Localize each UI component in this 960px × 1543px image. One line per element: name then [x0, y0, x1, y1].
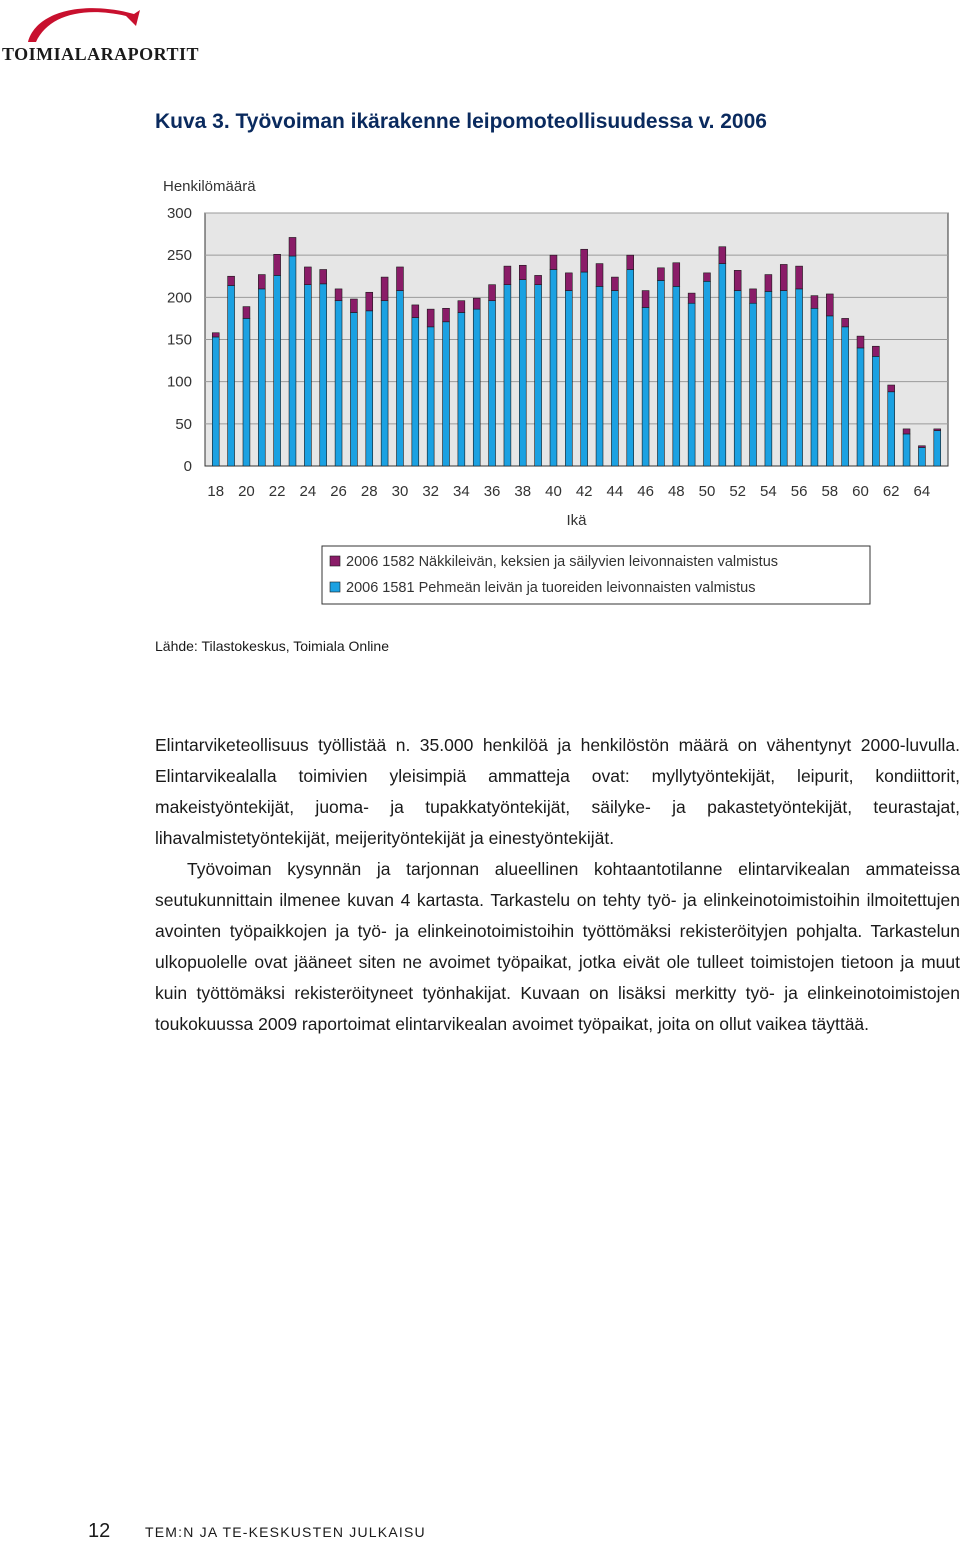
x-tick-label: 34 [453, 483, 470, 500]
bar-segment-1581 [335, 301, 342, 466]
bar-segment-1582 [734, 270, 741, 290]
x-tick-label: 48 [667, 483, 685, 500]
bar-segment-1581 [918, 447, 925, 466]
bar-segment-1582 [611, 277, 618, 290]
bar-segment-1582 [918, 446, 925, 448]
bar-segment-1581 [688, 303, 695, 466]
bar-segment-1581 [504, 285, 511, 466]
bar-segment-1582 [750, 289, 757, 303]
bar-segment-1581 [765, 291, 772, 466]
y-tick-label: 0 [183, 458, 192, 475]
bar-segment-1581 [627, 270, 634, 466]
bar-segment-1582 [258, 275, 265, 289]
bar-segment-1581 [811, 308, 818, 466]
bar-segment-1582 [688, 293, 695, 303]
bar-segment-1582 [565, 273, 572, 291]
publication-name: TEM:N JA TE-KESKUSTEN JULKAISU [145, 1524, 426, 1540]
legend-label: 2006 1582 Näkkileivän, keksien ja säilyvien leivonnaisten valmistus [346, 554, 779, 570]
bar-segment-1581 [258, 289, 265, 466]
figure-title: Kuva 3. Työvoiman ikärakenne leipomoteollisuudessa v. 2006 [155, 110, 767, 133]
bar-segment-1582 [504, 266, 511, 285]
source-note: Lähde: Tilastokeskus, Toimiala Online [155, 638, 389, 654]
bar-segment-1582 [473, 298, 480, 309]
bar-segment-1582 [535, 275, 542, 284]
bar-segment-1581 [350, 313, 357, 466]
x-tick-label: 32 [422, 483, 440, 500]
bar-segment-1581 [888, 392, 895, 466]
bar-segment-1581 [489, 301, 496, 466]
bar-segment-1582 [443, 308, 450, 321]
bar-segment-1581 [274, 275, 281, 466]
bar-segment-1582 [397, 267, 404, 291]
bar-segment-1581 [243, 318, 250, 466]
bar-segment-1581 [473, 309, 480, 466]
bar-segment-1581 [427, 327, 434, 466]
bar-segment-1582 [289, 237, 296, 256]
bar-segment-1581 [228, 286, 235, 466]
bar-segment-1582 [550, 255, 557, 269]
y-tick-label: 300 [166, 205, 192, 222]
logo-arc-icon [22, 2, 162, 46]
bar-segment-1581 [903, 434, 910, 466]
bar-segment-1581 [289, 256, 296, 466]
bar-segment-1582 [212, 333, 219, 337]
bar-segment-1582 [427, 309, 434, 327]
x-tick-label: 28 [360, 483, 378, 500]
bar-segment-1582 [519, 265, 526, 279]
bar-segment-1582 [934, 429, 941, 431]
bar-segment-1581 [826, 316, 833, 466]
x-tick-label: 30 [391, 483, 409, 500]
legend-label: 2006 1581 Pehmeän leivän ja tuoreiden leivonnaisten valmistus [346, 580, 756, 596]
bar-segment-1582 [657, 268, 664, 281]
bar-segment-1581 [458, 313, 465, 466]
bar-segment-1582 [780, 264, 787, 290]
bar-segment-1582 [811, 296, 818, 309]
bar-segment-1581 [320, 284, 327, 466]
bar-segment-1582 [719, 247, 726, 264]
bar-segment-1582 [381, 277, 388, 301]
bar-segment-1581 [872, 356, 879, 466]
bar-segment-1581 [581, 272, 588, 466]
x-tick-label: 54 [760, 483, 777, 500]
y-tick-label: 150 [166, 331, 192, 349]
bar-segment-1582 [581, 249, 588, 272]
bar-segment-1582 [243, 307, 250, 319]
bar-segment-1582 [796, 266, 803, 289]
x-tick-label: 64 [913, 483, 931, 500]
bar-segment-1582 [842, 318, 849, 326]
y-axis-label: Henkilömäärä [163, 178, 256, 195]
bar-segment-1581 [366, 311, 373, 466]
bar-segment-1581 [443, 322, 450, 466]
bar-segment-1582 [596, 264, 603, 287]
bar-segment-1581 [611, 291, 618, 466]
body-text [155, 730, 960, 1040]
bar-segment-1581 [796, 289, 803, 466]
bar-segment-1582 [857, 336, 864, 348]
y-tick-label: 200 [166, 289, 192, 307]
bar-segment-1582 [274, 254, 281, 275]
bar-segment-1582 [335, 289, 342, 301]
bar-segment-1582 [350, 299, 357, 312]
bar-segment-1581 [212, 337, 219, 466]
bar-segment-1582 [704, 273, 711, 281]
logo [0, 0, 200, 72]
bar-segment-1581 [842, 327, 849, 466]
bar-segment-1582 [673, 263, 680, 287]
bar-segment-1581 [734, 291, 741, 466]
x-axis-label: Ikä [566, 512, 587, 529]
x-tick-label: 56 [790, 483, 808, 500]
bar-segment-1582 [903, 429, 910, 434]
bar-segment-1581 [412, 318, 419, 466]
page-number: 12 [88, 1520, 111, 1542]
bar-segment-1581 [519, 280, 526, 466]
x-tick-label: 44 [606, 483, 624, 500]
bar-segment-1582 [458, 301, 465, 313]
bar-segment-1581 [673, 286, 680, 466]
x-tick-label: 58 [821, 483, 839, 500]
x-tick-label: 36 [483, 483, 501, 500]
x-tick-label: 52 [729, 483, 747, 500]
x-tick-label: 50 [698, 483, 716, 500]
x-tick-label: 40 [545, 483, 562, 500]
bar-segment-1582 [366, 292, 373, 311]
age-structure-chart [150, 168, 960, 613]
bar-segment-1582 [642, 291, 649, 308]
bar-segment-1582 [872, 346, 879, 356]
x-tick-label: 60 [852, 483, 869, 500]
bar-segment-1582 [627, 255, 634, 269]
bar-segment-1582 [228, 276, 235, 285]
bar-segment-1581 [719, 264, 726, 466]
bar-segment-1582 [304, 267, 311, 285]
bar-segment-1581 [565, 291, 572, 466]
bar-segment-1581 [381, 301, 388, 466]
bar-segment-1581 [397, 291, 404, 466]
bar-segment-1581 [934, 431, 941, 466]
legend-swatch [330, 582, 340, 592]
bar-segment-1581 [750, 303, 757, 466]
bar-segment-1581 [550, 270, 557, 466]
bar-segment-1581 [657, 280, 664, 466]
paragraph-2: Työvoiman kysynnän ja tarjonnan alueellinen kohtaantotilanne elintarvikealan ammateissa seutukunnittain ilmenee kuvan 4 kartasta. Tarkastelu on tehty työ- ja elinkeinotoimistoihin ilmoitettujen avointen työpaikkojen ja työ- ja elinkeinotoimistoihin työttömäksi rekisteröityjen pohjalta. Tarkastelun ulkopuolelle ovat jääneet siten ne avoimet työpaikat, jotka eivät ole tulleet toimistojen tietoon ja muut kuin työttömäksi rekisteröityneet työnhakijat. Kuvaan on lisäksi merkitty työ- ja elinkeinotoimistojen toukokuussa 2009 raportoimat elintarvikealan avoimet työpaikat, joita on ollut vaikea täyttää. [155, 859, 960, 1034]
y-tick-label: 250 [166, 247, 192, 265]
bar-segment-1582 [412, 305, 419, 318]
x-tick-label: 62 [882, 483, 900, 500]
legend-swatch [330, 556, 340, 566]
bar-segment-1581 [704, 281, 711, 466]
logo-text: TOIMIALARAPORTIT [2, 44, 200, 64]
bar-segment-1581 [780, 291, 787, 466]
bar-segment-1582 [888, 385, 895, 392]
x-tick-label: 18 [207, 483, 225, 500]
bar-segment-1582 [765, 275, 772, 292]
bar-segment-1581 [642, 307, 649, 466]
x-tick-label: 38 [514, 483, 532, 500]
x-tick-label: 22 [268, 483, 286, 500]
x-tick-label: 46 [637, 483, 654, 500]
bar-segment-1582 [489, 285, 496, 301]
y-tick-label: 100 [166, 373, 192, 391]
bar-segment-1582 [826, 294, 833, 316]
x-tick-label: 42 [575, 483, 593, 500]
x-tick-label: 24 [299, 483, 317, 500]
bar-segment-1582 [320, 270, 327, 284]
paragraph-1: Elintarviketeollisuus työllistää n. 35.000 henkilöä ja henkilöstön määrä on vähentynyt 2000-luvulla. Elintarvikealalla toimivien yleisimpiä ammatteja ovat: myllytyöntekijät, leipurit, kondiittorit, makeistyöntekijät, juoma- ja tupakkatyöntekijät, säilyke- ja pakastetyöntekijät, teurastajat, lihavalmistetyöntekijät, meijerityöntekijät ja einestyöntekijät. [155, 735, 960, 848]
y-tick-label: 50 [175, 415, 192, 433]
bar-segment-1581 [535, 285, 542, 466]
bar-segment-1581 [304, 285, 311, 466]
x-tick-label: 26 [330, 483, 347, 500]
bar-segment-1581 [857, 348, 864, 466]
bar-segment-1581 [596, 286, 603, 466]
x-tick-label: 20 [238, 483, 255, 500]
